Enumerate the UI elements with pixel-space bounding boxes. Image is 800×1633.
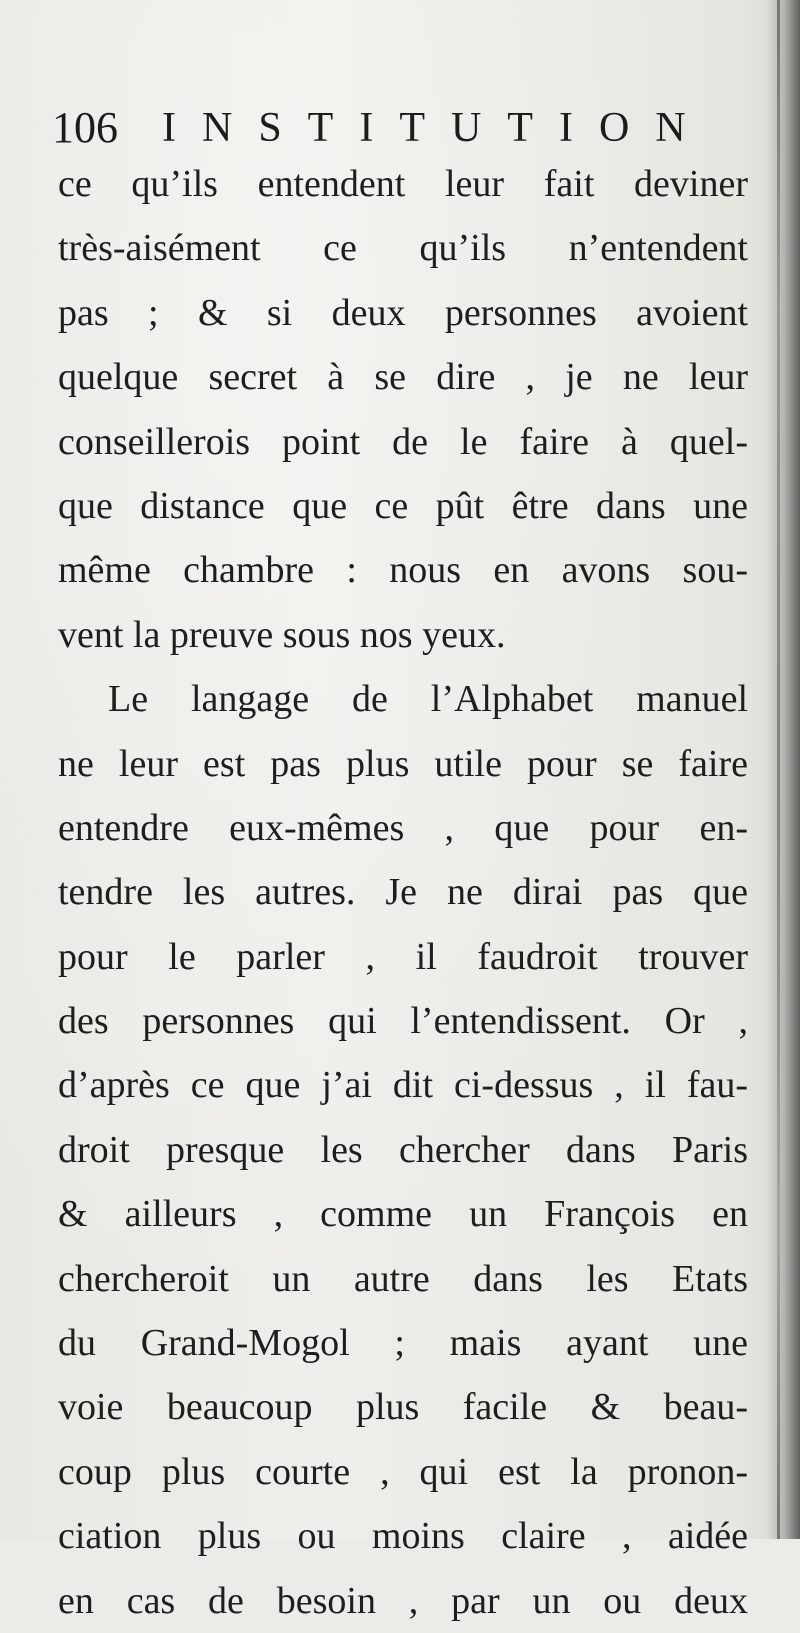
running-head: INSTITUTION	[162, 105, 712, 151]
text-line: voie beaucoup plus facile & beau-	[58, 1386, 748, 1429]
text-line: & ailleurs , comme un François en	[58, 1193, 748, 1236]
text-line: très-aisément ce qu’ils n’entendent	[58, 227, 748, 270]
text-line: droit presque les chercher dans Paris	[58, 1128, 748, 1171]
page-edge-line	[777, 0, 780, 1539]
body-text	[58, 152, 748, 1633]
text-line: ne leur est pas plus utile pour se faire	[58, 742, 748, 785]
text-line: que distance que ce pût être dans une	[58, 484, 748, 527]
text-line: du Grand-Mogol ; mais ayant une	[58, 1322, 748, 1365]
text-line: ce qu’ils entendent leur fait deviner	[58, 163, 748, 205]
text-line: coup plus courte , qui est la pronon-	[58, 1450, 748, 1493]
text-line: entendre eux-mêmes , que pour en-	[58, 806, 748, 849]
text-line: pour le parler , il faudroit trouver	[58, 935, 748, 978]
text-line: ciation plus ou moins claire , aidée	[58, 1515, 748, 1558]
text-line: pas ; & si deux personnes avoient	[58, 291, 748, 334]
page-header	[52, 98, 742, 158]
text-line: même chambre : nous en avons sou-	[58, 549, 748, 592]
text-line: d’après ce que j’ai dit ci-dessus , il fau-	[58, 1064, 748, 1107]
page-edge-shadow	[766, 0, 800, 1539]
text-line: chercheroit un autre dans les Etats	[58, 1257, 748, 1300]
text-line: quelque secret à se dire , je ne leur	[58, 356, 748, 399]
page-number: 106	[52, 103, 118, 152]
paragraph-start-line: Le langage de l’Alphabet manuel	[108, 678, 748, 721]
text-line: en cas de besoin , par un ou deux	[58, 1579, 748, 1622]
text-line: vent la preuve sous nos yeux.	[58, 613, 506, 656]
text-line: tendre les autres. Je ne dirai pas que	[58, 871, 748, 914]
text-line: des personnes qui l’entendissent. Or ,	[58, 1000, 748, 1043]
text-line: conseillerois point de le faire à quel-	[58, 420, 748, 463]
